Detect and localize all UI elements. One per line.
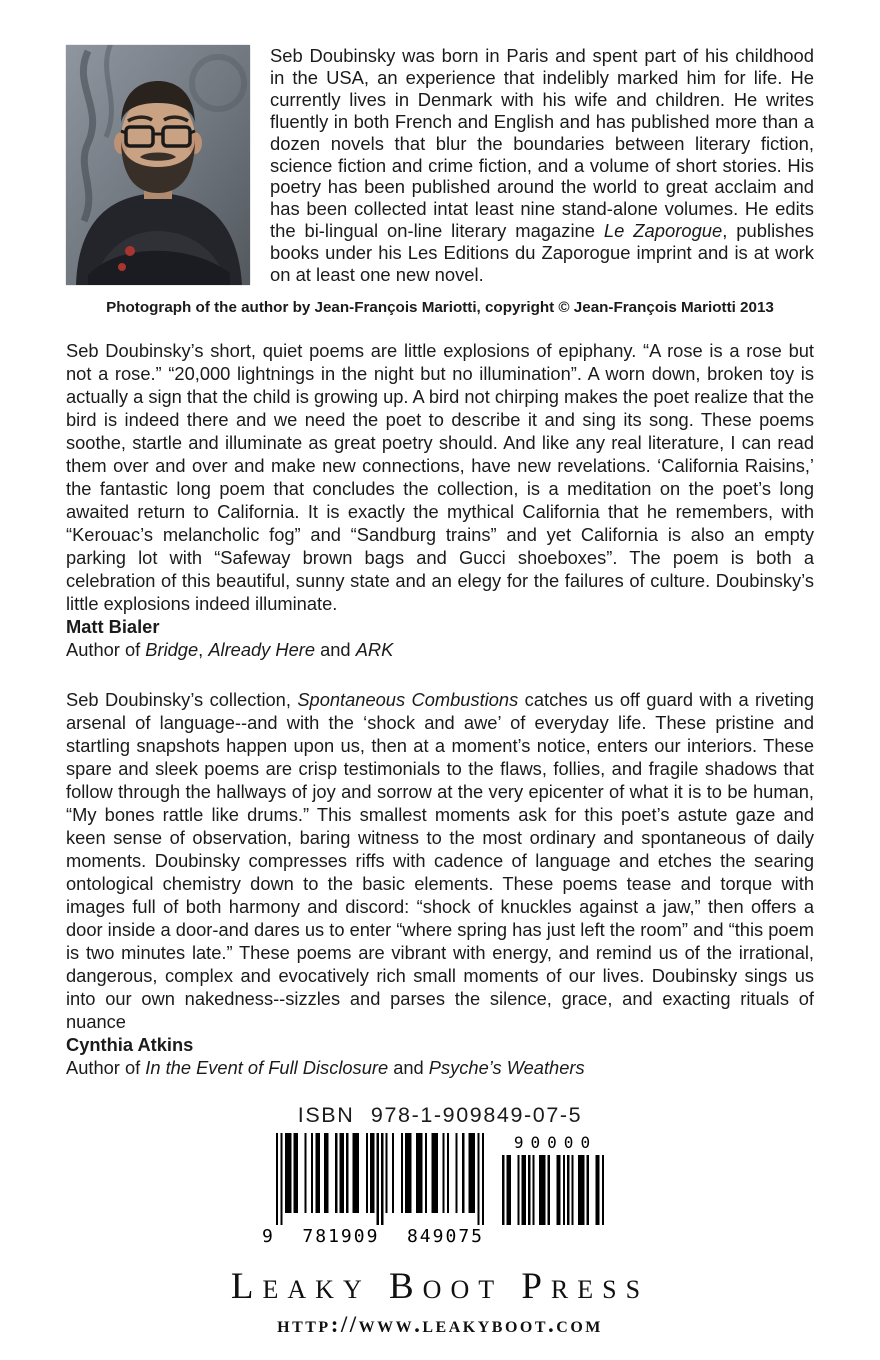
blurb-author-name: Matt Bialer [66, 615, 160, 637]
blurb-author-credit: Author of In the Event of Full Disclosure and Psyche’s Weathers [66, 1056, 585, 1078]
isbn-section [66, 1103, 814, 1247]
price-addon-barcode [500, 1133, 604, 1225]
ean13-bars [276, 1133, 484, 1225]
author-portrait-illustration [66, 45, 250, 285]
addon-digits: 90000 [513, 1132, 598, 1152]
blurb-cynthia-atkins [66, 688, 814, 1079]
ean13-left-digits: 781909 [302, 1225, 380, 1247]
photo-credit: Photograph of the author by Jean-François Mariotti, copyright © Jean-François Mariotti 2013 [106, 298, 774, 316]
blurb-text: Seb Doubinsky’s collection, Spontaneous Combustions catches us off guard with a riveting arsenal of language--and with the ‘shock and awe’ of everyday life. These pristine and startling snapshots happen upon us, then at a moment’s notice, enters our interiors. These spare and sleek poems are crisp testimonials to the flaws, follies, and fragile shadows that follow through the hallways of joy and sorrow at the very epicenter of what it is to be human, “My bones rattle like drums.” This smallest moments ask for this poet’s astute gaze and keen sense of observation, baring witness to the most ordinary and spontaneous of daily moments. Doubinsky compresses riffs with cadence of language and etches the searing ontological chemistry down to the basic elements. These poems tease and torque with images full of both harmony and discord: “shock of knuckles against a jaw,” then offers a door inside a door-and dares us to enter “where spring has just left the room” and “this poem is two minutes late.” These poems are vibrant with energy, and remind us of the irrational, dangerous, complex and evocatively rich small moments of our lives. Doubinsky sings us into our own nakedness--sizzles and parses the silence, grace, and exacting rituals of nuance [66, 688, 814, 1032]
blurb-text: Seb Doubinsky’s short, quiet poems are little explosions of epiphany. “A rose is a rose but not a rose.” “20,000 lightnings in the night but no illumination”. A worn down, broken toy is actually a sign that the child is growing up. A bird not chirping makes the poet realize that the bird is indeed there and we need the poet to describe it and sing its song. These poems soothe, startle and illuminate as great poetry should. And like any real literature, I can read them over and over and make new connections, have new revelations. ‘California Raisins,’ the fantastic long poem that concludes the collection, is a meditation on the poet’s long awaited return to California. It is exactly the mythical California that he remembers, with “Kerouac’s melancholic fog” and “Sandburg trains” and yet California is also an empty parking lot with “Safeway brown bags and Gucci shoeboxes”. The poem is both a celebration of this beautiful, sunny state and an elegy for the failures of culture. Doubinsky’s little explosions indeed illuminate. [66, 339, 814, 614]
author-photo [66, 45, 250, 285]
blurb-author-credit: Author of Bridge, Already Here and ARK [66, 638, 394, 660]
barcode [66, 1133, 814, 1247]
author-section [66, 45, 814, 286]
addon-bars [500, 1155, 604, 1225]
isbn-number: ISBN 978-1-909849-07-5 [297, 1102, 583, 1127]
author-bio: Seb Doubinsky was born in Paris and spent part of his childhood in the USA, an experience that indelibly marked him for life. He currently lives in Denmark with his wife and children. He writes fluently in both French and English and has published more than a dozen novels that blur the boundaries between literary fiction, science fiction and crime fiction, and a volume of short stories. His poetry has been published around the world to great acclaim and has been collected intat least nine stand-alone volumes. He edits the bi-lingual on-line literary magazine Le Zaporogue, publishes books under his Les Editions du Zaporogue imprint and is at work on at least one new novel. [270, 45, 814, 286]
blurb-author-name: Cynthia Atkins [66, 1033, 194, 1055]
publisher-section [66, 1267, 814, 1338]
publisher-url: http://www.leakyboot.com [277, 1311, 603, 1337]
ean13-system-digit: 9 [262, 1225, 275, 1247]
ean13-digits [262, 1226, 484, 1247]
ean13-right-digits: 849075 [406, 1225, 484, 1247]
publisher-name: Leaky Boot Press [230, 1265, 650, 1307]
ean13-barcode [262, 1133, 484, 1247]
blurb-matt-bialer [66, 339, 814, 661]
